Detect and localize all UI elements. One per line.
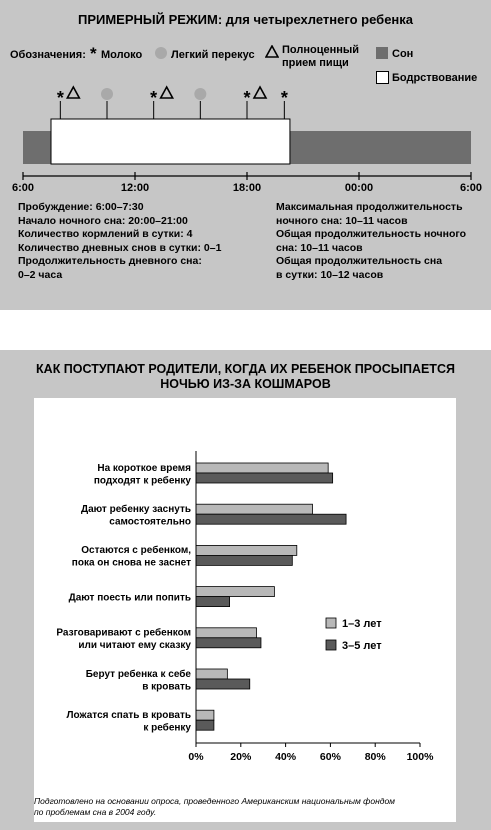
survey-title-line2: НОЧЬЮ ИЗ-ЗА КОШМАРОВ — [160, 377, 331, 391]
category-label: к ребенку — [143, 722, 191, 734]
x-tick-label: 100% — [406, 751, 434, 763]
legend-milk-label: Молоко — [101, 49, 143, 61]
left-facts — [18, 201, 221, 283]
category-label: На короткое время — [97, 462, 191, 474]
bar — [196, 710, 214, 720]
fact-total-night-1: Общая продолжительность ночного — [276, 228, 467, 241]
x-tick-label: 0% — [188, 751, 204, 763]
meal-icon — [161, 87, 173, 98]
milk-icon: * — [90, 44, 97, 63]
sleep-block-night — [290, 131, 471, 164]
meal-icon — [265, 45, 279, 63]
footnote-line1: Подготовлено на основании опроса, проведенного Американским национальным фондом — [34, 796, 395, 806]
bar — [196, 587, 274, 597]
category-label: или читают ему сказку — [78, 640, 191, 652]
time-label: 6:00 — [459, 182, 483, 194]
fact-total-night-2: сна: 10–11 часов — [276, 241, 363, 254]
bar — [196, 669, 227, 679]
footnote-line2: по проблемам сна в 2004 году. — [34, 807, 157, 817]
legend-swatch — [326, 618, 336, 628]
x-tick-label: 40% — [275, 751, 297, 763]
fact-wake: Пробуждение: 6:00–7:30 — [18, 201, 144, 213]
x-tick-label: 20% — [230, 751, 252, 763]
fact-total-day-1: Общая продолжительность сна — [276, 255, 443, 268]
category-label: пока он снова не заснет — [71, 557, 191, 569]
legend-label: 1–3 лет — [342, 618, 382, 630]
survey-panel — [0, 350, 491, 830]
legend-meal-label-1: Полноценный — [282, 44, 360, 56]
time-label: 18:00 — [232, 182, 262, 194]
right-facts — [276, 201, 466, 283]
milk-icon: * — [150, 88, 158, 108]
legend-label: 3–5 лет — [342, 640, 382, 652]
fact-nap-duration: Продолжительность дневного сна: — [18, 255, 202, 268]
sleep-block-morning — [23, 131, 51, 164]
fact-night-start: Начало ночного сна: 20:00–21:00 — [18, 214, 188, 227]
bar-chart — [0, 350, 491, 830]
category-label: Берут ребенка к себе — [85, 668, 191, 680]
category-label: Дают ребенку заснуть — [80, 503, 191, 515]
bar — [196, 720, 214, 730]
legend-meal-label-2: прием пищи — [282, 57, 349, 69]
x-tick-label: 60% — [319, 751, 341, 763]
time-label: 12:00 — [120, 182, 150, 194]
bar — [196, 545, 297, 555]
category-label: Остаются с ребенком, — [81, 545, 191, 557]
bar — [196, 473, 333, 483]
bar — [196, 555, 292, 565]
survey-footnote — [34, 796, 395, 818]
milk-icon: * — [56, 88, 64, 108]
legend-awake-label: Бодрствование — [392, 72, 478, 84]
category-label: Ложатся спать в кровать — [66, 709, 191, 721]
meal-icon — [67, 87, 79, 98]
bar — [196, 504, 312, 514]
legend-sleep-label: Сон — [392, 48, 414, 60]
category-label: самостоятельно — [109, 516, 191, 528]
legend-snack-label: Легкий перекус — [171, 49, 255, 61]
legend-prefix: Обозначения: — [10, 49, 86, 61]
milk-icon: * — [243, 88, 251, 108]
bar — [196, 514, 346, 524]
fact-max-night-1: Максимальная продолжительность — [276, 201, 463, 213]
meal-icon — [254, 87, 266, 98]
time-label: 00:00 — [344, 182, 374, 194]
snack-icon — [194, 88, 206, 100]
snack-icon — [155, 47, 167, 59]
fact-max-night-2: ночного сна: 10–11 часов — [276, 214, 408, 227]
category-label: Разговаривают с ребенком — [56, 627, 191, 639]
daily-timeline — [0, 80, 491, 200]
legend-swatch — [326, 640, 336, 650]
x-tick-label: 80% — [364, 751, 386, 763]
time-label: 6:00 — [11, 182, 35, 194]
snack-icon — [101, 88, 113, 100]
fact-total-day-2: в сутки: 10–12 часов — [276, 268, 384, 281]
awake-block — [51, 119, 290, 164]
bar — [196, 597, 230, 607]
bar — [196, 638, 261, 648]
milk-icon: * — [280, 88, 288, 108]
schedule-title: ПРИМЕРНЫЙ РЕЖИМ: для четырехлетнего ребенка — [77, 12, 414, 27]
bar — [196, 463, 328, 473]
bar — [196, 679, 250, 689]
category-label: Дают поесть или попить — [68, 592, 191, 604]
fact-feedings: Количество кормлений в сутки: 4 — [18, 228, 193, 241]
sleep-swatch — [376, 47, 388, 59]
survey-title-line1: КАК ПОСТУПАЮТ РОДИТЕЛИ, КОГДА ИХ РЕБЕНОК ПРОСЫПАЕТСЯ — [36, 362, 455, 376]
category-label: в кровать — [142, 681, 191, 693]
category-label: подходят к ребенку — [93, 475, 191, 487]
schedule-panel — [0, 0, 491, 310]
bar — [196, 628, 256, 638]
fact-naps: Количество дневных снов в сутки: 0–1 — [18, 241, 222, 254]
fact-nap-duration-value: 0–2 часа — [18, 268, 63, 281]
